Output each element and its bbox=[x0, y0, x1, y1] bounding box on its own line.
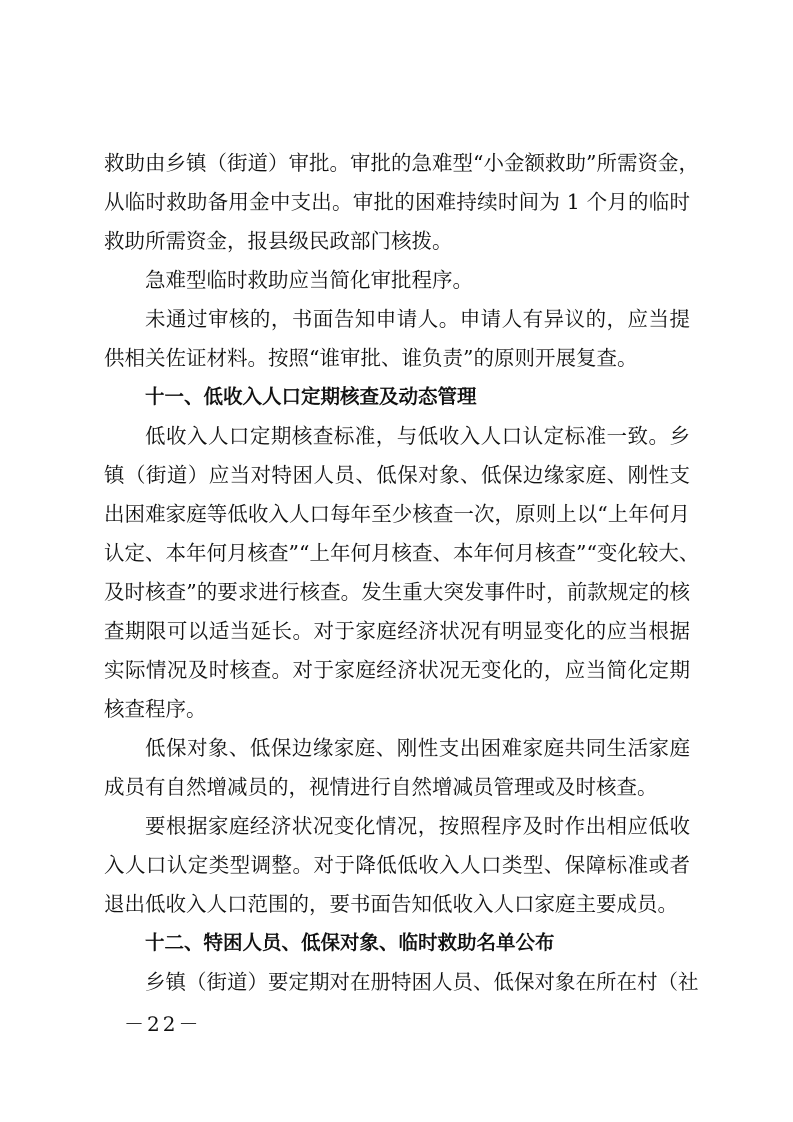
body-text-line: 救助所需资金，报县级民政部门核拨。 bbox=[104, 229, 453, 253]
body-text-line: 乡镇（街道）要定期对在册特困人员、低保对象在所在村（社 bbox=[145, 970, 699, 994]
body-text-line: 未通过审核的，书面告知申请人。申请人有异议的，应当提 bbox=[145, 307, 690, 331]
body-text-line: 退出低收入人口范围的，要书面告知低收入人口家庭主要成员。 bbox=[104, 892, 678, 916]
body-text-line: 出困难家庭等低收入人口每年至少核查一次，原则上以“上年何月 bbox=[104, 502, 690, 526]
body-text-line: 镇（街道）应当对特困人员、低保对象、低保边缘家庭、刚性支 bbox=[104, 463, 690, 487]
body-text-line: 入人口认定类型调整。对于降低低收入人口类型、保障标准或者 bbox=[104, 853, 690, 877]
body-text-line: 成员有自然增减员的，视情进行自然增减员管理或及时核查。 bbox=[104, 775, 658, 799]
body-text-line: 核查程序。 bbox=[104, 697, 207, 721]
body-text-line: 及时核查”的要求进行核查。发生重大突发事件时，前款规定的核 bbox=[104, 580, 690, 604]
body-text-line: 救助由乡镇（街道）审批。审批的急难型“小金额救助”所需资金， bbox=[104, 151, 699, 175]
body-text-line: 急难型临时救助应当简化审批程序。 bbox=[145, 268, 473, 292]
body-text-line: 查期限可以适当延长。对于家庭经济状况有明显变化的应当根据 bbox=[104, 619, 690, 643]
body-text-line: 要根据家庭经济状况变化情况，按照程序及时作出相应低收 bbox=[145, 814, 690, 838]
section-heading: 十一、低收入人口定期核查及动态管理 bbox=[145, 385, 477, 408]
page-number: －22－ bbox=[124, 1012, 202, 1036]
section-heading: 十二、特困人员、低保对象、临时救助名单公布 bbox=[145, 931, 555, 954]
body-text-line: 低保对象、低保边缘家庭、刚性支出困难家庭共同生活家庭 bbox=[145, 736, 690, 760]
body-text-line: 低收入人口定期核查标准，与低收入人口认定标准一致。乡 bbox=[145, 424, 690, 448]
body-text-line: 供相关佐证材料。按照“谁审批、谁负责”的原则开展复查。 bbox=[104, 346, 638, 370]
body-text-line: 认定、本年何月核查”“上年何月核查、本年何月核查”“变化较大、 bbox=[104, 541, 700, 565]
body-text-line: 从临时救助备用金中支出。审批的困难持续时间为 1 个月的临时 bbox=[104, 190, 690, 214]
body-text-line: 实际情况及时核查。对于家庭经济状况无变化的，应当简化定期 bbox=[104, 658, 690, 682]
